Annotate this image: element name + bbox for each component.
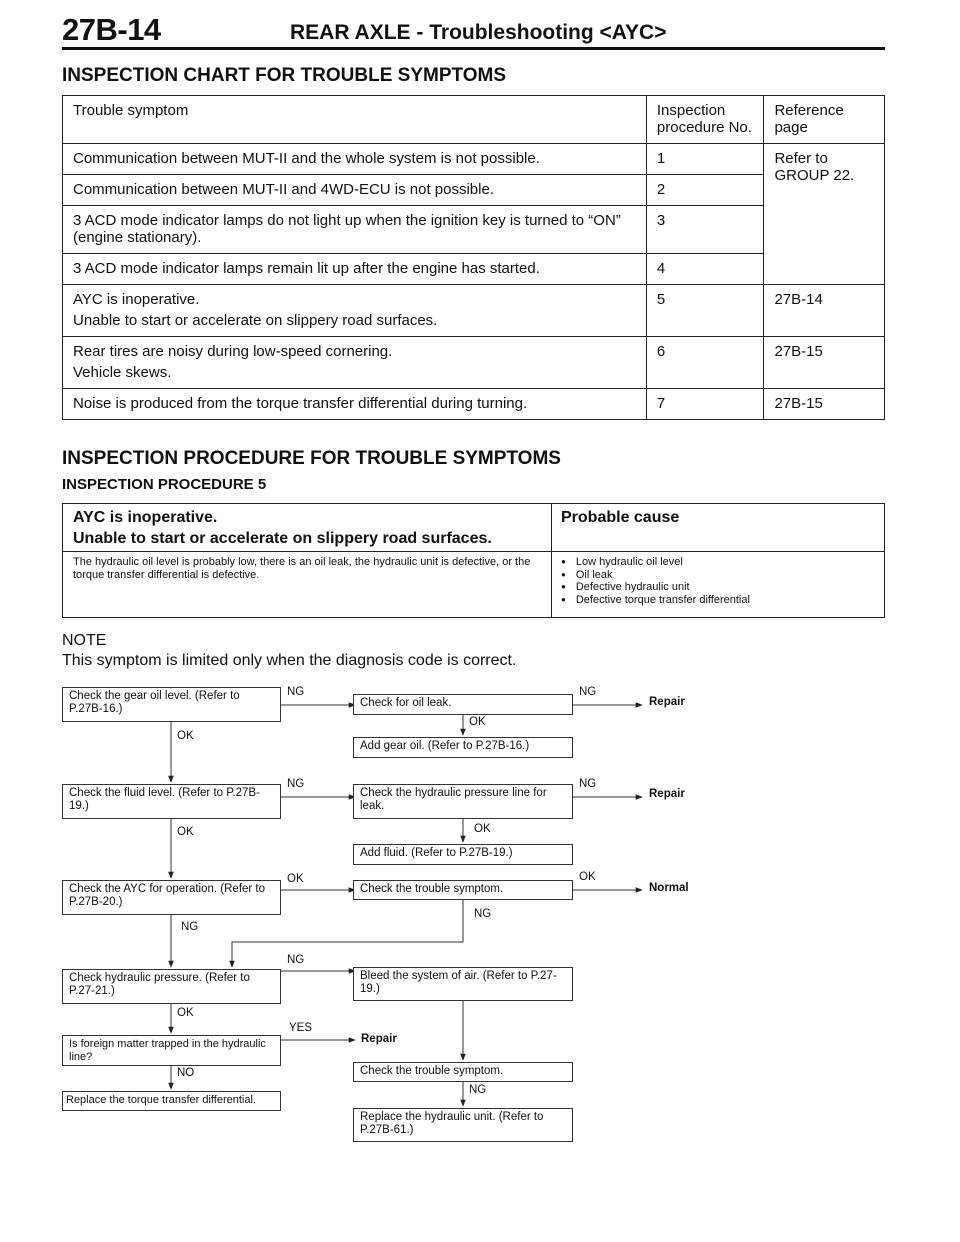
branch-label-ok: OK [579, 871, 596, 883]
procedure-cell: 3 [646, 206, 764, 254]
branch-label-no: NO [177, 1067, 195, 1079]
column-header-procedure: Inspection procedure No. [646, 96, 764, 144]
list-item: ● Oil leak [561, 569, 750, 582]
symptom-cell: Communication between MUT-II and 4WD-ECU is not possible. [63, 175, 647, 206]
procedure-subheading: INSPECTION PROCEDURE 5 [62, 476, 267, 493]
result-repair: Repair [649, 788, 685, 800]
flow-box-replace-differential: Replace the torque transfer differential. [62, 1091, 281, 1111]
procedure-cell: 7 [646, 389, 764, 420]
flow-box-add-fluid: Add fluid. (Refer to P.27B-19.) [353, 844, 573, 865]
flow-box-trouble-symptom-recheck: Check the trouble symptom. [353, 1062, 573, 1082]
procedure-cell: 5 [646, 285, 764, 337]
flow-box-foreign-matter-question: Is foreign matter trapped in the hydraulic line? [62, 1035, 281, 1066]
procedure-symptom-line: Unable to start or accelerate on slippery road surfaces. [73, 530, 492, 547]
flow-box-ayc-operation-check: Check the AYC for operation. (Refer to P.27B-20.) [62, 880, 281, 915]
page-code: 27B-14 [62, 12, 161, 47]
note-label: NOTE [62, 632, 107, 649]
flow-box-hydraulic-pressure-check: Check hydraulic pressure. (Refer to P.27-21.) [62, 969, 281, 1004]
symptom-cell: 3 ACD mode indicator lamps do not light up when the ignition key is turned to “ON” (engine stationary). [63, 206, 647, 254]
flow-box-replace-hydraulic-unit: Replace the hydraulic unit. (Refer to P.27B-61.) [353, 1108, 573, 1142]
list-item: ● Low hydraulic oil level [561, 556, 750, 569]
branch-label-ok: OK [177, 1007, 194, 1019]
procedure-description: The hydraulic oil level is probably low, there is an oil leak, the hydraulic unit is defective, or the torque transfer differential is defective. [73, 556, 531, 581]
branch-label-ok: OK [177, 826, 194, 838]
page-title: REAR AXLE - Troubleshooting <AYC> [290, 21, 667, 44]
flow-box-oil-leak-check: Check for oil leak. [353, 694, 573, 715]
branch-label-ok: OK [177, 730, 194, 742]
reference-cell: 27B-15 [764, 337, 885, 389]
branch-label-ng: NG [474, 908, 492, 920]
branch-label-ng: NG [469, 1084, 487, 1096]
branch-label-ng: NG [181, 921, 199, 933]
procedure-cell: 4 [646, 254, 764, 285]
procedure-heading: INSPECTION PROCEDURE FOR TROUBLE SYMPTOMS [62, 448, 561, 469]
reference-cell: 27B-14 [764, 285, 885, 337]
flow-box-bleed-air: Bleed the system of air. (Refer to P.27-19.) [353, 967, 573, 1001]
symptom-line: Vehicle skews. [73, 364, 172, 381]
symptom-cell: Communication between MUT-II and the whole system is not possible. [63, 144, 647, 175]
symptom-line: Rear tires are noisy during low-speed cornering. [73, 343, 393, 360]
procedure-symptom-line: AYC is inoperative. [73, 509, 218, 526]
flow-box-add-gear-oil: Add gear oil. (Refer to P.27B-16.) [353, 737, 573, 758]
flow-box-gear-oil-check: Check the gear oil level. (Refer to P.27B-16.) [62, 687, 281, 722]
chart-heading: INSPECTION CHART FOR TROUBLE SYMPTOMS [62, 65, 507, 86]
branch-label-ng: NG [579, 686, 597, 698]
result-normal: Normal [649, 882, 689, 894]
procedure-cell: 2 [646, 175, 764, 206]
reference-cell: 27B-15 [764, 389, 885, 420]
result-repair: Repair [649, 696, 685, 708]
branch-label-ok: OK [287, 873, 304, 885]
flow-box-pressure-line-check: Check the hydraulic pressure line for leak. [353, 784, 573, 819]
branch-label-yes: YES [289, 1022, 313, 1034]
symptom-cell: Noise is produced from the torque transfer differential during turning. [63, 389, 647, 420]
branch-label-ng: NG [287, 954, 305, 966]
note-text: This symptom is limited only when the diagnosis code is correct. [62, 652, 517, 669]
procedure-cell: 6 [646, 337, 764, 389]
branch-label-ng: NG [287, 686, 305, 698]
list-item: ● Defective torque transfer differential [561, 594, 750, 607]
procedure-cell: 1 [646, 144, 764, 175]
list-item: ● Defective hydraulic unit [561, 581, 750, 594]
symptom-line: Unable to start or accelerate on slippery road surfaces. [73, 312, 438, 329]
column-header-reference: Reference page [764, 96, 885, 144]
branch-label-ok: OK [474, 823, 491, 835]
column-header-symptom: Trouble symptom [63, 96, 647, 144]
probable-cause-label: Probable cause [561, 509, 680, 526]
symptom-cell: 3 ACD mode indicator lamps remain lit up after the engine has started. [63, 254, 647, 285]
branch-label-ok: OK [469, 716, 486, 728]
flow-box-trouble-symptom-check: Check the trouble symptom. [353, 880, 573, 900]
result-repair: Repair [361, 1033, 397, 1045]
reference-cell-merged: Refer to GROUP 22. [764, 144, 885, 285]
branch-label-ng: NG [579, 778, 597, 790]
flow-box-fluid-level-check: Check the fluid level. (Refer to P.27B-19.) [62, 784, 281, 819]
symptom-line: AYC is inoperative. [73, 291, 200, 308]
branch-label-ng: NG [287, 778, 305, 790]
